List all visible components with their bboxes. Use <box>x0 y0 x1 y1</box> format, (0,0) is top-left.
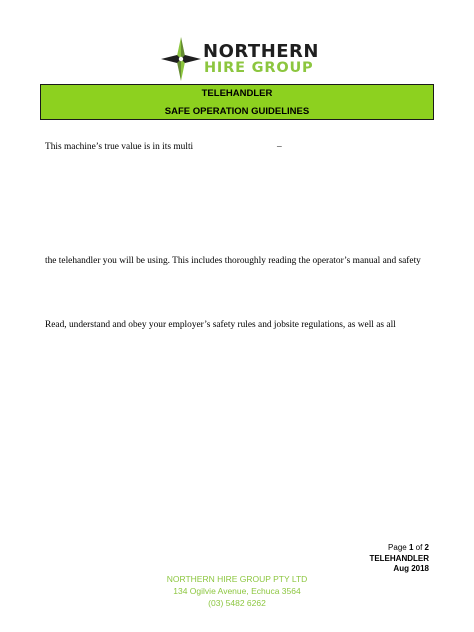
title-banner <box>40 84 434 120</box>
footer <box>0 573 474 609</box>
compass-star-icon <box>160 36 202 82</box>
footer-phone: (03) 5482 6262 <box>208 598 266 608</box>
page-of: of <box>415 543 423 552</box>
document-subtitle: SAFE OPERATION GUIDELINES <box>164 106 310 117</box>
page-date: Aug 2018 <box>393 564 429 573</box>
footer-company: NORTHERN HIRE GROUP PTY LTD <box>166 574 308 584</box>
page-info <box>369 543 429 575</box>
page-total: 2 <box>424 543 429 552</box>
logo-text-northern: NORTHERN <box>203 41 319 62</box>
page-current: 1 <box>408 543 414 552</box>
body-paragraph-1-text: This machine’s true value is in its multi <box>45 142 194 152</box>
document-title: TELEHANDLER <box>201 88 273 99</box>
body-paragraph-1-dash: – <box>277 142 282 152</box>
footer-address: 134 Ogilvie Avenue, Echuca 3564 <box>173 586 301 596</box>
company-logo <box>160 36 320 82</box>
body-paragraph-1 <box>45 142 282 152</box>
logo-text-hire-group: HIRE GROUP <box>204 60 314 76</box>
body-paragraph-3: Read, understand and obey your employer’s safety rules and jobsite regulations, as well as all <box>45 320 396 330</box>
page-label: Page <box>388 543 407 552</box>
page-doc-name: TELEHANDLER <box>369 553 429 563</box>
body-paragraph-2: the telehandler you will be using. This includes thoroughly reading the operator’s manual and safety <box>45 256 421 266</box>
page-number <box>369 543 429 554</box>
